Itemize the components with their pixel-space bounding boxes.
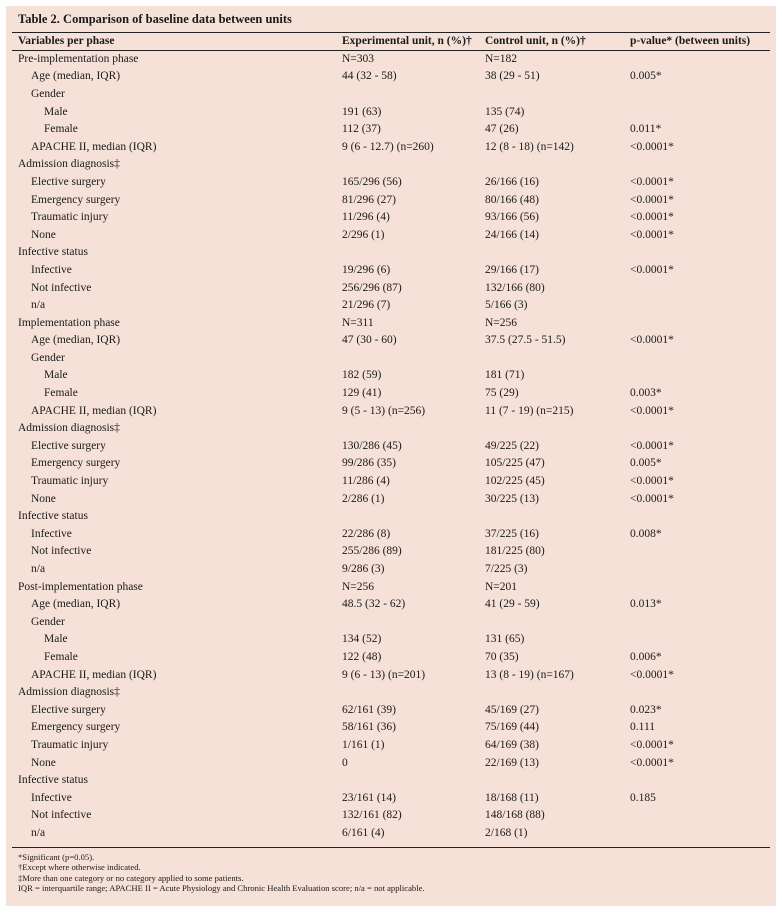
- control-value: 41 (29 - 59): [485, 598, 540, 611]
- p-value: <0.0001*: [630, 738, 674, 751]
- experimental-value: N=311: [342, 316, 374, 329]
- table-row: [12, 719, 770, 737]
- table-row: [12, 613, 770, 631]
- table-row: [12, 560, 770, 578]
- p-value: [630, 367, 770, 385]
- experimental-value: 1/161 (1): [342, 738, 385, 751]
- control-value: N=256: [485, 316, 518, 329]
- table-row: [12, 701, 770, 719]
- table-row: [12, 578, 770, 596]
- table-title: Table 2. Comparison of baseline data between units: [18, 12, 292, 26]
- top-rule: [12, 32, 770, 33]
- table-row: [12, 455, 770, 473]
- row-label: n/a: [31, 299, 46, 312]
- control-value: 22/169 (13): [485, 756, 539, 769]
- row-label: Age (median, IQR): [31, 334, 121, 347]
- row-label: Not infective: [31, 281, 92, 294]
- row-label: Admission diagnosis‡: [18, 158, 120, 171]
- experimental-value: 255/286 (89): [342, 545, 402, 558]
- control-value: N=201: [485, 580, 518, 593]
- experimental-value: 9/286 (3): [342, 563, 385, 576]
- table-row: [12, 103, 770, 121]
- experimental-value: 122 (48): [342, 650, 382, 663]
- p-value: <0.0001*: [630, 492, 674, 505]
- p-value: <0.0001*: [630, 668, 674, 681]
- table-row: [12, 367, 770, 385]
- table-row: [12, 507, 770, 525]
- control-value: 148/168 (88): [485, 809, 545, 822]
- experimental-value: 9 (6 - 12.7) (n=260): [342, 140, 434, 153]
- table-row: [12, 771, 770, 789]
- footnotes: [18, 852, 425, 894]
- table-row: [12, 754, 770, 772]
- table-row: [12, 68, 770, 86]
- row-label: Infective status: [18, 510, 88, 523]
- control-value: [485, 156, 630, 174]
- control-value: [485, 683, 630, 701]
- p-value: [630, 771, 770, 789]
- experimental-value: 23/161 (14): [342, 791, 396, 804]
- experimental-value: 11/286 (4): [342, 475, 390, 488]
- table-row: [12, 173, 770, 191]
- p-value: 0.006*: [630, 650, 662, 663]
- control-value: 181 (71): [485, 369, 525, 382]
- experimental-value: 21/296 (7): [342, 299, 391, 312]
- p-value: [630, 85, 770, 103]
- control-value: 45/169 (27): [485, 703, 539, 716]
- p-value: <0.0001*: [630, 263, 674, 276]
- table-row: [12, 384, 770, 402]
- control-value: 7/225 (3): [485, 563, 528, 576]
- row-label: Not infective: [31, 545, 92, 558]
- p-value: [630, 560, 770, 578]
- experimental-value: 9 (5 - 13) (n=256): [342, 404, 426, 417]
- row-label: Pre-implementation phase: [18, 52, 139, 65]
- table-row: [12, 437, 770, 455]
- p-value: 0.003*: [630, 387, 662, 400]
- experimental-value: [342, 85, 485, 103]
- p-value: 0.013*: [630, 598, 662, 611]
- p-value: <0.0001*: [630, 140, 674, 153]
- row-label: Infective status: [18, 246, 88, 259]
- p-value: [630, 50, 770, 68]
- table-row: [12, 156, 770, 174]
- control-value: 37.5 (27.5 - 51.5): [485, 334, 566, 347]
- table-row: [12, 525, 770, 543]
- experimental-value: N=303: [342, 52, 375, 65]
- row-label: Male: [44, 633, 68, 646]
- control-value: [485, 244, 630, 262]
- row-label: Female: [44, 650, 78, 663]
- experimental-value: 9 (6 - 13) (n=201): [342, 668, 426, 681]
- experimental-value: [342, 771, 485, 789]
- control-value: N=182: [485, 52, 518, 65]
- row-label: Admission diagnosis‡: [18, 686, 120, 699]
- control-value: 24/166 (14): [485, 228, 539, 241]
- experimental-value: [342, 156, 485, 174]
- row-label: None: [31, 228, 56, 241]
- table-row: [12, 50, 770, 68]
- experimental-value: 81/296 (27): [342, 193, 396, 206]
- row-label: Gender: [31, 87, 65, 100]
- table-row: [12, 402, 770, 420]
- p-value: <0.0001*: [630, 439, 674, 452]
- control-value: 38 (29 - 51): [485, 70, 540, 83]
- row-label: None: [31, 756, 56, 769]
- row-label: Elective surgery: [31, 175, 106, 188]
- p-value: <0.0001*: [630, 228, 674, 241]
- row-label: Traumatic injury: [31, 475, 109, 488]
- experimental-value: 11/296 (4): [342, 211, 390, 224]
- row-label: Implementation phase: [18, 316, 120, 329]
- control-value: 11 (7 - 19) (n=215): [485, 404, 574, 417]
- experimental-value: 19/296 (6): [342, 263, 391, 276]
- experimental-value: 129 (41): [342, 387, 382, 400]
- control-value: 131 (65): [485, 633, 525, 646]
- row-label: Elective surgery: [31, 439, 106, 452]
- table-row: [12, 490, 770, 508]
- experimental-value: N=256: [342, 580, 375, 593]
- control-value: [485, 613, 630, 631]
- header-variables: Variables per phase: [18, 35, 115, 47]
- experimental-value: 99/286 (35): [342, 457, 396, 470]
- table-row: [12, 419, 770, 437]
- experimental-value: 134 (52): [342, 633, 382, 646]
- p-value: 0.111: [630, 721, 656, 734]
- row-label: n/a: [31, 563, 46, 576]
- experimental-value: 165/296 (56): [342, 175, 402, 188]
- row-label: None: [31, 492, 56, 505]
- control-value: 70 (35): [485, 650, 519, 663]
- control-value: 47 (26): [485, 123, 519, 136]
- table-row: [12, 648, 770, 666]
- footnote-except: †Except where otherwise indicated.: [18, 862, 141, 873]
- table-row: [12, 543, 770, 561]
- experimental-value: 2/296 (1): [342, 228, 385, 241]
- experimental-value: 58/161 (36): [342, 721, 396, 734]
- header-control: Control unit, n (%)†: [485, 35, 586, 47]
- p-value: [630, 543, 770, 561]
- row-label: n/a: [31, 826, 46, 839]
- row-label: Not infective: [31, 809, 92, 822]
- baseline-data-table: [12, 50, 770, 842]
- table-body: [12, 50, 770, 842]
- p-value: 0.185: [630, 791, 656, 804]
- experimental-value: [342, 683, 485, 701]
- row-label: Infective: [31, 791, 72, 804]
- p-value: [630, 349, 770, 367]
- row-label: Infective: [31, 263, 72, 276]
- row-label: Post-implementation phase: [18, 580, 143, 593]
- control-value: 64/169 (38): [485, 738, 539, 751]
- row-label: Gender: [31, 351, 65, 364]
- row-label: Emergency surgery: [31, 193, 121, 206]
- p-value: [630, 296, 770, 314]
- p-value: [630, 578, 770, 596]
- table-row: [12, 261, 770, 279]
- row-label: Emergency surgery: [31, 457, 121, 470]
- experimental-value: [342, 507, 485, 525]
- row-label: Traumatic injury: [31, 738, 109, 751]
- p-value: [630, 314, 770, 332]
- control-value: [485, 419, 630, 437]
- table-row: [12, 314, 770, 332]
- control-value: [485, 85, 630, 103]
- p-value: [630, 419, 770, 437]
- row-label: Female: [44, 123, 78, 136]
- table-row: [12, 472, 770, 490]
- table-row: [12, 120, 770, 138]
- footnote-significance: *Significant (p=0.05).: [18, 852, 95, 862]
- footnote-abbreviations: IQR = interquartile range; APACHE II = Acute Physiology and Chronic Health Evaluation score; n/a = not applicable.: [18, 883, 425, 894]
- table-row: [12, 244, 770, 262]
- experimental-value: 48.5 (32 - 62): [342, 598, 406, 611]
- control-value: 26/166 (16): [485, 175, 539, 188]
- experimental-value: 47 (30 - 60): [342, 334, 397, 347]
- p-value: 0.011*: [630, 123, 662, 136]
- p-value: [630, 683, 770, 701]
- row-label: Infective: [31, 527, 72, 540]
- experimental-value: 44 (32 - 58): [342, 70, 397, 83]
- p-value: [630, 103, 770, 121]
- table-panel: [6, 6, 776, 906]
- control-value: 2/168 (1): [485, 826, 528, 839]
- control-value: 75/169 (44): [485, 721, 539, 734]
- table-row: [12, 631, 770, 649]
- p-value: [630, 244, 770, 262]
- table-row: [12, 85, 770, 103]
- row-label: APACHE II, median (IQR): [31, 668, 157, 681]
- experimental-value: 2/286 (1): [342, 492, 385, 505]
- control-value: 29/166 (17): [485, 263, 539, 276]
- experimental-value: 22/286 (8): [342, 527, 391, 540]
- p-value: [630, 279, 770, 297]
- experimental-value: 130/286 (45): [342, 439, 402, 452]
- p-value: <0.0001*: [630, 756, 674, 769]
- table-row: [12, 824, 770, 842]
- p-value: [630, 156, 770, 174]
- table-row: [12, 736, 770, 754]
- control-value: 102/225 (45): [485, 475, 545, 488]
- experimental-value: 0: [342, 756, 348, 769]
- p-value: [630, 824, 770, 842]
- experimental-value: 191 (63): [342, 105, 382, 118]
- row-label: Gender: [31, 615, 65, 628]
- table-row: [12, 208, 770, 226]
- table-row: [12, 683, 770, 701]
- p-value: <0.0001*: [630, 475, 674, 488]
- table-row: [12, 595, 770, 613]
- experimental-value: [342, 613, 485, 631]
- control-value: 37/225 (16): [485, 527, 539, 540]
- footnote-categories: ‡More than one category or no category applied to some patients.: [18, 872, 244, 883]
- experimental-value: 132/161 (82): [342, 809, 402, 822]
- p-value: [630, 613, 770, 631]
- header-experimental: Experimental unit, n (%)†: [342, 35, 472, 47]
- table-row: [12, 138, 770, 156]
- row-label: Admission diagnosis‡: [18, 422, 120, 435]
- control-value: 12 (8 - 18) (n=142): [485, 140, 574, 153]
- control-value: [485, 349, 630, 367]
- control-value: 80/166 (48): [485, 193, 539, 206]
- p-value: [630, 807, 770, 825]
- control-value: 75 (29): [485, 387, 519, 400]
- control-value: 105/225 (47): [485, 457, 545, 470]
- p-value: <0.0001*: [630, 193, 674, 206]
- control-value: 93/166 (56): [485, 211, 539, 224]
- p-value: [630, 631, 770, 649]
- table-row: [12, 191, 770, 209]
- experimental-value: 112 (37): [342, 123, 381, 136]
- experimental-value: 6/161 (4): [342, 826, 385, 839]
- row-label: Infective status: [18, 774, 88, 787]
- experimental-value: [342, 419, 485, 437]
- table-row: [12, 666, 770, 684]
- row-label: APACHE II, median (IQR): [31, 404, 157, 417]
- row-label: Elective surgery: [31, 703, 106, 716]
- table-row: [12, 332, 770, 350]
- table-row: [12, 226, 770, 244]
- experimental-value: 256/296 (87): [342, 281, 402, 294]
- p-value: 0.023*: [630, 703, 662, 716]
- control-value: 181/225 (80): [485, 545, 545, 558]
- table-row: [12, 349, 770, 367]
- experimental-value: [342, 349, 485, 367]
- control-value: 13 (8 - 19) (n=167): [485, 668, 574, 681]
- row-label: Male: [44, 105, 68, 118]
- experimental-value: [342, 244, 485, 262]
- p-value: 0.008*: [630, 527, 662, 540]
- row-label: Traumatic injury: [31, 211, 109, 224]
- bottom-rule: [12, 847, 770, 848]
- experimental-value: 182 (59): [342, 369, 382, 382]
- row-label: Age (median, IQR): [31, 598, 121, 611]
- control-value: [485, 507, 630, 525]
- p-value: <0.0001*: [630, 175, 674, 188]
- row-label: Emergency surgery: [31, 721, 121, 734]
- row-label: Age (median, IQR): [31, 70, 121, 83]
- p-value: <0.0001*: [630, 211, 674, 224]
- control-value: 135 (74): [485, 105, 525, 118]
- table-row: [12, 296, 770, 314]
- p-value: 0.005*: [630, 457, 662, 470]
- control-value: 132/166 (80): [485, 281, 545, 294]
- control-value: 49/225 (22): [485, 439, 539, 452]
- control-value: 30/225 (13): [485, 492, 539, 505]
- table-row: [12, 279, 770, 297]
- p-value: 0.005*: [630, 70, 662, 83]
- control-value: [485, 771, 630, 789]
- experimental-value: 62/161 (39): [342, 703, 396, 716]
- p-value: [630, 507, 770, 525]
- row-label: Male: [44, 369, 68, 382]
- control-value: 18/168 (11): [485, 791, 539, 804]
- row-label: APACHE II, median (IQR): [31, 140, 157, 153]
- p-value: <0.0001*: [630, 334, 674, 347]
- header-pvalue: p-value* (between units): [630, 35, 751, 47]
- table-row: [12, 789, 770, 807]
- table-row: [12, 807, 770, 825]
- control-value: 5/166 (3): [485, 299, 528, 312]
- p-value: <0.0001*: [630, 404, 674, 417]
- row-label: Female: [44, 387, 78, 400]
